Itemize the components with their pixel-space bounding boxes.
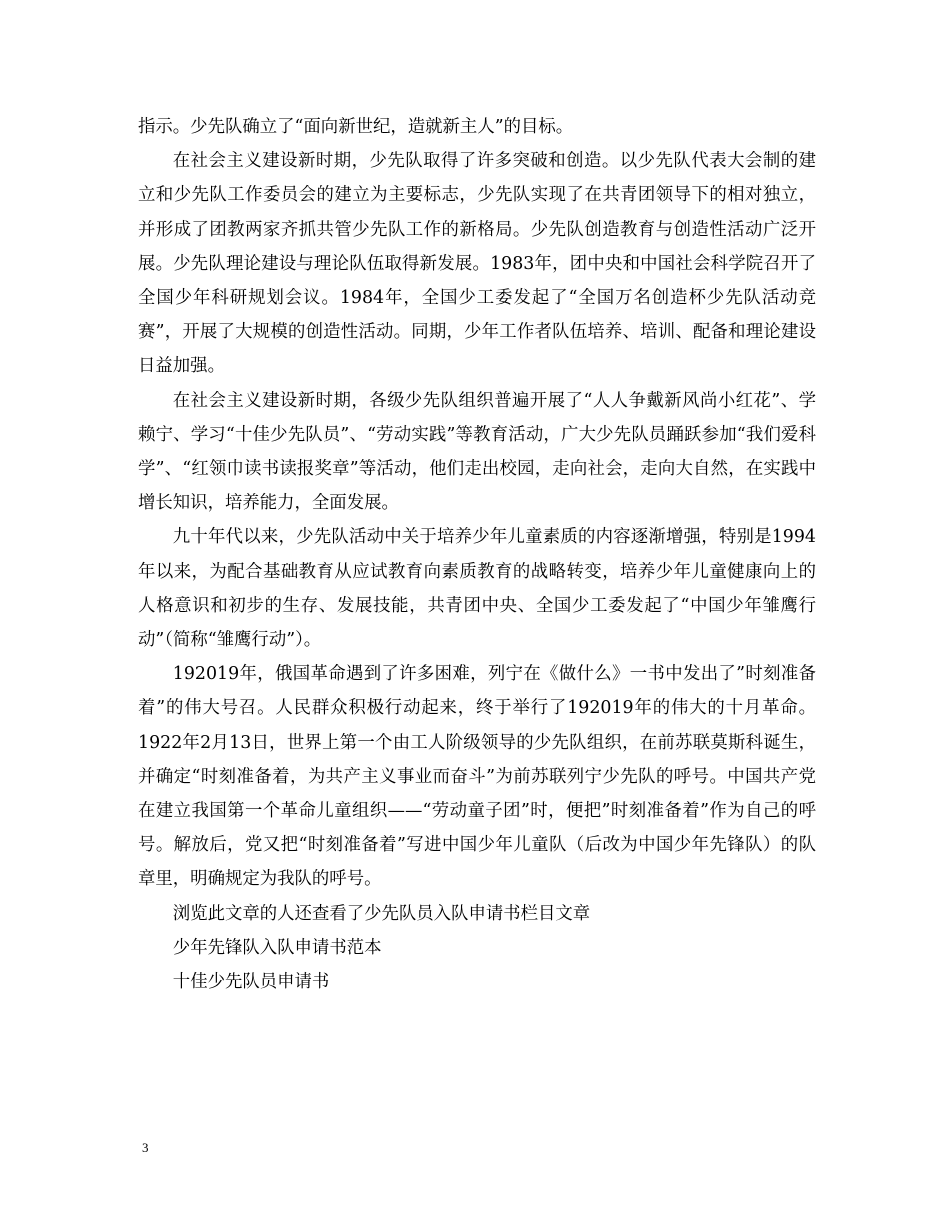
related-articles-intro: 浏览此文章的人还查看了少先队员入队申请书栏目文章 <box>172 903 591 924</box>
paragraph-continuation: 指示。少先队确立了“面向新世纪，造就新主人”的目标。 <box>138 117 574 137</box>
related-article-link[interactable]: 十佳少先队员申请书 <box>172 972 330 993</box>
paragraph-education-activities: 在社会主义建设新时期，各级少先队组织普遍开展了“人人争戴新风尚小红花”、学赖宁、学习“十佳少先队员”、“劳动实践”等教育活动，广大少先队员踊跃参加“我们爱科学”、“红领巾读书读报奖章”等活动，他们走出校园，走向社会，走向大自然，在实践中增长知识，培养能力，全面发展。 <box>138 390 816 514</box>
paragraph-nineties-eagle-action: 九十年代以来，少先队活动中关于培养少年儿童素质的内容逐渐增强，特别是1994年以来，为配合基础教育从应试教育向素质教育的战略转变，培养少年儿童健康向上的人格意识和初步的生存、发展技能，共青团中央、全国少工委发起了“中国少年雏鹰行动”（简称“雏鹰行动”）。 <box>138 527 816 651</box>
paragraph-new-period-breakthroughs: 在社会主义建设新时期，少先队取得了许多突破和创造。以少先队代表大会制的建立和少先队工作委员会的建立为主要标志，少先队实现了在共青团领导下的相对独立，并形成了团教两家齐抓共管少先队工作的新格局。少先队创造教育与创造性活动广泛开展。少先队理论建设与理论队伍取得新发展。1983年，团中央和中国社会科学院召开了全国少年科研规划会议。1984年，全国少工委发起了“全国万名创造杯少先队活动竞赛”，开展了大规模的创造性活动。同期，少年工作者队伍培养、培训、配备和理论建设日益加强。 <box>138 151 816 377</box>
page-number: 3 <box>142 1140 149 1155</box>
document-body <box>138 110 816 999</box>
related-article-link[interactable]: 少年先锋队入队申请书范本 <box>172 937 382 958</box>
paragraph-always-prepared-history: 192019年，俄国革命遇到了许多困难，列宁在《做什么》一书中发出了”时刻准备着”的伟大号召。人民群众积极行动起来，终于举行了192019年的伟大的十月革命。1922年2月13日，世界上第一个由工人阶级领导的少先队组织，在前苏联莫斯科诞生，并确定“时刻准备着，为共产主义事业而奋斗”为前苏联列宁少先队的呼号。中国共产党在建立我国第一个革命儿童组织——“劳动童子团”时，便把”时刻准备着”作为自己的呼号。解放后，党又把“时刻准备着”写进中国少年儿童队（后改为中国少年先锋队）的队章里，明确规定为我队的呼号。 <box>138 664 816 890</box>
